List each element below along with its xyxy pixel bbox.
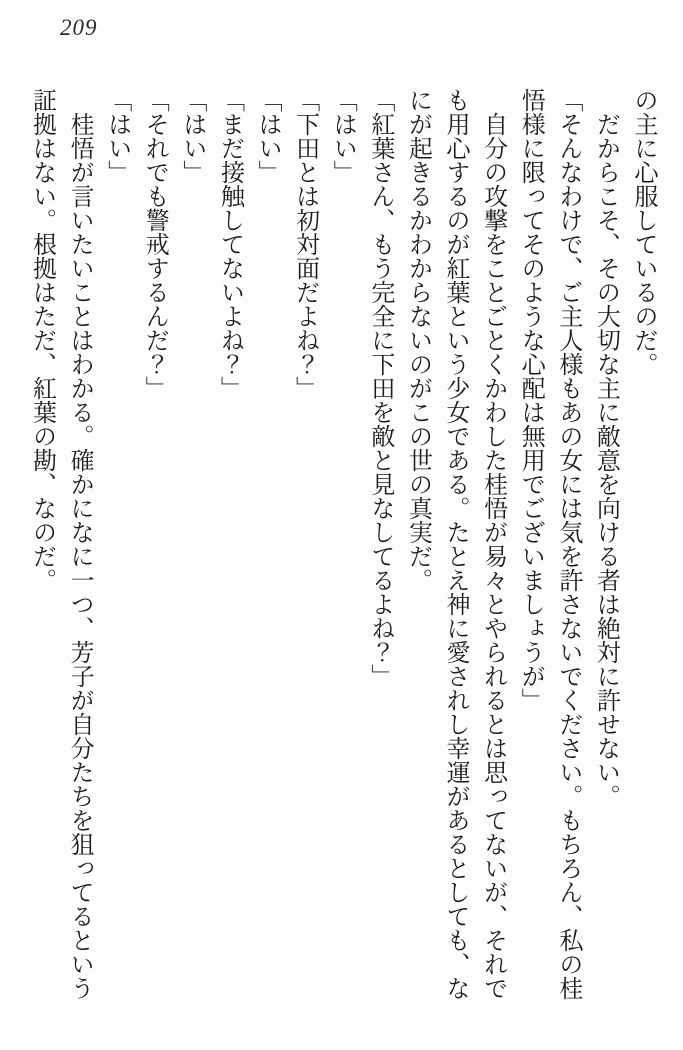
text-column: 「下田とは初対面だよね？」	[291, 88, 318, 400]
text-column: 「そんなわけで、ご主人様もあの女には気を許さないでください。もちろん、私の桂	[554, 88, 581, 1000]
text-column: 「それでも警戒するんだ？」	[141, 88, 168, 400]
text-column: 「はい」	[178, 88, 205, 184]
text-column: 悟様に限ってそのような心配は無用でございましょうが」	[517, 88, 544, 712]
text-column: も用心するのが紅葉という少女である。たとえ神に愛されし幸運があるとしても、な	[442, 88, 469, 1000]
text-column: 桂悟が言いたいことはわかる。確かになに一つ、芳子が自分たちを狙ってるという	[66, 112, 93, 1000]
text-column: にが起きるかわからないのがこの世の真実だ。	[404, 88, 431, 592]
text-column: 「紅葉さん、もう完全に下田を敵と見なしてるよね？」	[366, 88, 393, 688]
text-column: 「はい」	[254, 88, 281, 184]
page-number: 209	[60, 15, 98, 40]
text-column: の主に心服しているのだ。	[630, 88, 656, 376]
text-column: 自分の攻撃をことごとくかわした桂悟が易々とやられるとは思ってないが、それで	[479, 112, 506, 1000]
text-column: 証拠はない。根拠はただ、紅葉の勘、なのだ。	[28, 88, 55, 592]
text-column: 「はい」	[329, 88, 356, 184]
text-column: 「まだ接触してないよね？」	[216, 88, 243, 400]
text-column: だからこそ、その大切な主に敵意を向ける者は絶対に許せない。	[592, 112, 619, 808]
vertical-text-block	[22, 88, 661, 1000]
text-column: 「はい」	[103, 88, 130, 184]
